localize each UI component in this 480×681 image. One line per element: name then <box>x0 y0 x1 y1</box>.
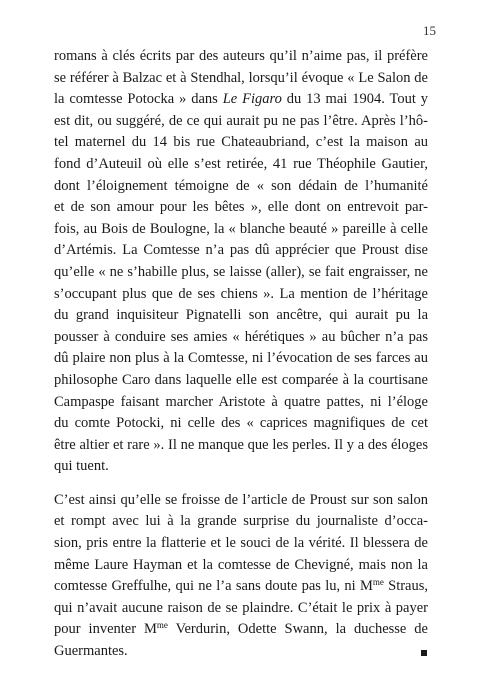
text-line: dont l’éloignement témoigne de « son dédain de l’humanité <box>54 177 428 194</box>
paragraph <box>54 46 428 478</box>
text-line: fond d’Auteuil où elle s’est retirée, 41 rue Théophile Gautier, <box>54 155 428 172</box>
paragraph-gap <box>54 478 428 490</box>
text-segment: du 13 mai 1904. Tout y <box>286 91 428 108</box>
text-segment: Straus, <box>383 578 429 595</box>
text-line <box>54 641 428 663</box>
text-line: tel maternel du 14 bis rue Chateaubriand, c’est la maison au <box>54 134 428 151</box>
text-line: qu’elle « ne s’habille plus, se laisse (aller), se fait engraisser, ne <box>54 263 428 280</box>
text-line: fois, au Bois de Boulogne, la « blanche beauté » pareille à celle <box>54 220 428 237</box>
text-line: du grand inquisiteur Pignatelli son ancêtre, qui aurait pu la <box>54 307 428 324</box>
text-line: C’est ainsi qu’elle se froisse de l’article de Proust sur son salon <box>54 491 428 508</box>
text-line: sion, pris entre la flatterie et le souci de la vérité. Il blessera de <box>54 535 428 552</box>
superscript: me <box>156 620 168 631</box>
text-line <box>54 576 428 598</box>
text-line: pousser à conduire ses amies « hérétiques » au bûcher n’a pas <box>54 328 428 345</box>
text-line: Campaspe faisant marcher Aristote à quatre pattes, ni l’éloge <box>54 393 428 410</box>
text-line: qui n’avait aucune raison de se plaindre. C’était le prix à payer <box>54 599 428 616</box>
text-segment: pour inventer M <box>54 621 157 638</box>
text-line: même Laure Hayman et la comtesse de Chevigné, mais non la <box>54 556 428 573</box>
superscript: me <box>372 577 384 588</box>
text-line: dû plaire non plus à la Comtesse, ni l’évocation de ses farces au <box>54 350 428 367</box>
end-of-text-square-icon <box>421 650 427 656</box>
text-line: est dit, ou suggéré, de ce qui aurait pu ne pas l’être. Après l’hô- <box>54 112 428 129</box>
text-line: philosophe Caro dans laquelle elle est comparée à la courtisane <box>54 371 428 388</box>
text-line: du comte Potocki, ni celle des « caprices magnifiques de cet <box>54 415 428 432</box>
text-line: qui tuent. <box>54 458 109 475</box>
text-line: d’Artémis. La Comtesse n’a pas dû apprécier que Proust dise <box>54 242 428 259</box>
body-text <box>54 46 428 663</box>
text-segment: comtesse Greffulhe, qui ne l’a sans doute pas lu, ni M <box>54 578 373 595</box>
text-line: et rompt avec lui à la grande surprise du journaliste d’occa- <box>54 513 428 530</box>
text-line: s’occupant plus que de ses chiens ». La mention de l’héritage <box>54 285 428 302</box>
text-line <box>54 619 428 641</box>
page-number: 15 <box>423 23 436 38</box>
text-line: se référer à Balzac et à Stendhal, lorsqu’il évoque « Le Salon de <box>54 69 428 86</box>
text-line <box>54 89 428 111</box>
text-segment: Guermantes. <box>54 643 128 660</box>
newspaper-title: Le Figaro <box>222 91 282 108</box>
text-line: et de son amour pour les bêtes », elle dont on entrevoit par- <box>54 199 428 216</box>
text-segment: Verdurin, Odette Swann, la duchesse de <box>167 621 428 638</box>
text-line: romans à clés écrits par des auteurs qu’il n’aime pas, il préfère <box>54 48 428 64</box>
text-segment: la comtesse Potocka » dans <box>54 91 218 108</box>
text-line: être altier et rare ». Il ne manque que les perles. Il y a des éloges <box>54 436 428 453</box>
paragraph <box>54 490 428 663</box>
